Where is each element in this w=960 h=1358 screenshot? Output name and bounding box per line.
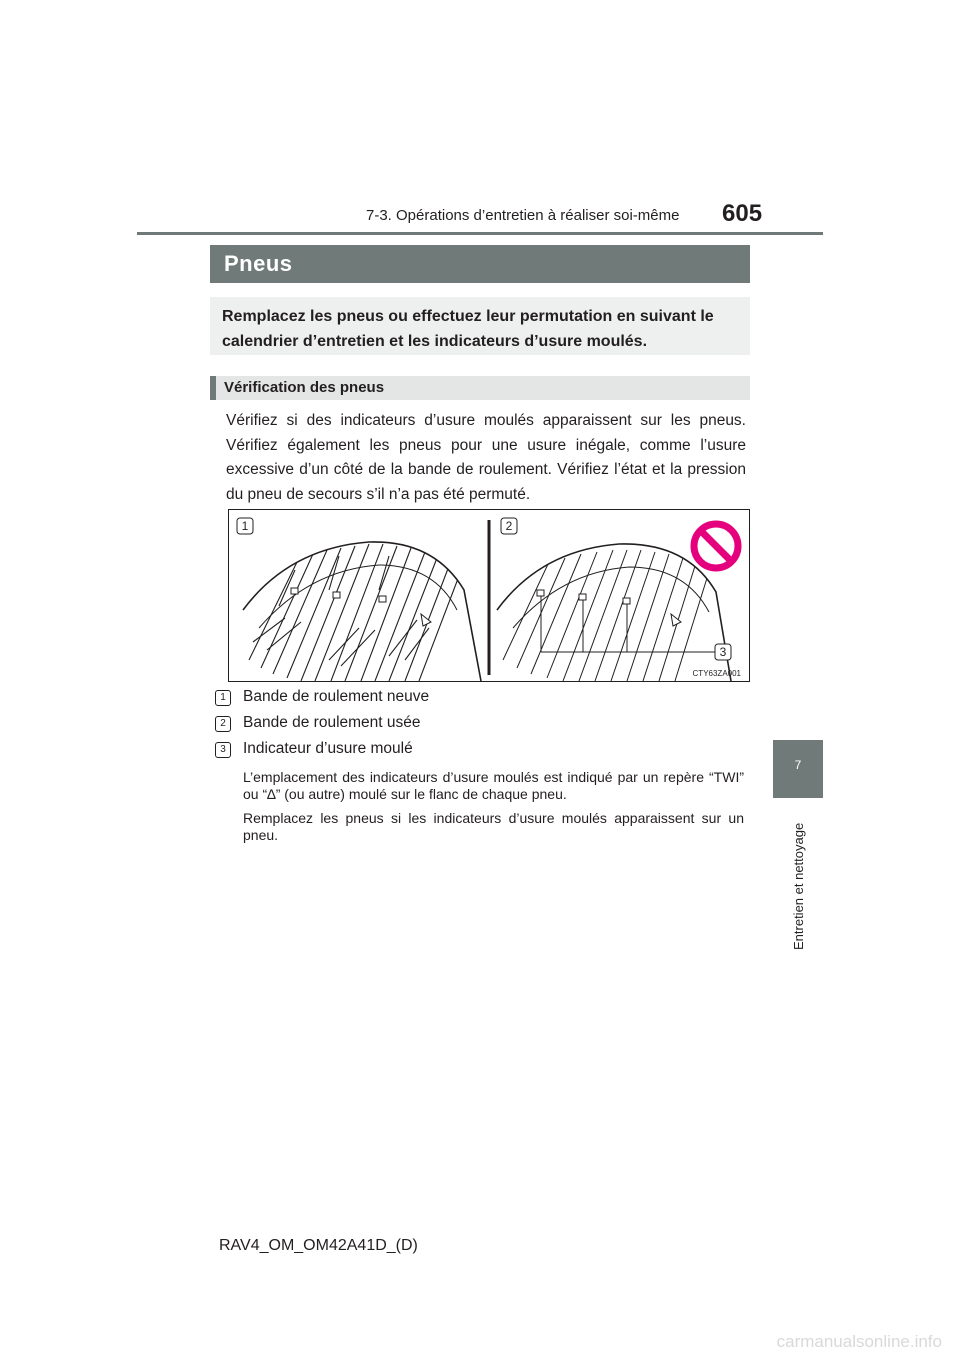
legend-label: Indicateur d’usure moulé <box>243 740 413 757</box>
legend-label: Bande de roulement neuve <box>243 688 430 705</box>
page-number: 605 <box>722 200 763 227</box>
subsection-accent <box>210 376 216 400</box>
body-paragraph: Vérifiez si des indicateurs d’usure moulés apparaissent sur les pneus. Vérifiez également les pneus pour une usure inégale, comme l’usure excessive d’un côté de la bande de roulement. Vérifiez l’état et la pression du pneu de secours s’il n’a pas été permuté. <box>226 412 746 503</box>
legend-item-2 <box>215 714 421 732</box>
tire-illustration <box>229 510 749 681</box>
note-paragraph: Remplacez les pneus si les indicateurs d’usure moulés apparaissent sur un pneu. <box>243 810 744 843</box>
legend-item-3 <box>215 740 413 758</box>
svg-text:3: 3 <box>719 645 727 659</box>
page-title-bar <box>210 245 750 283</box>
callout-2 <box>501 518 517 534</box>
watermark: carmanualsonline.info <box>776 1332 942 1351</box>
svg-text:1: 1 <box>241 519 249 533</box>
subsection-bar <box>210 376 750 400</box>
tire-tread-figure <box>228 509 750 682</box>
svg-text:2: 2 <box>505 519 513 533</box>
page-title: Pneus <box>224 251 293 276</box>
section-header: 7-3. Opérations d’entretien à réaliser soi-même <box>366 207 680 224</box>
callout-1 <box>237 518 253 534</box>
no-entry-icon <box>694 524 738 568</box>
legend-number: 3 <box>215 742 231 758</box>
worn-tread-tire <box>497 544 731 681</box>
intro-box <box>210 297 750 355</box>
chapter-tab <box>773 740 823 798</box>
chapter-label <box>788 808 808 948</box>
manual-code: RAV4_OM_OM42A41D_(D) <box>219 1237 418 1254</box>
intro-text: Remplacez les pneus ou effectuez leur permutation en suivant le calendrier d’entretien et les indicateurs d’usure moulés. <box>222 308 714 350</box>
figure-code: CTY63ZA001 <box>692 669 741 678</box>
chapter-number: 7 <box>794 758 802 772</box>
legend-number: 2 <box>215 716 231 732</box>
new-tread-tire <box>243 542 481 681</box>
subsection-title: Vérification des pneus <box>224 379 385 396</box>
header-divider <box>137 232 823 235</box>
note-paragraph: L’emplacement des indicateurs d’usure moulés est indiqué par un repère “TWI” ou “∆” (ou autre) moulé sur le flanc de chaque pneu. <box>243 769 744 802</box>
chapter-label-text: Entretien et nettoyage <box>791 822 806 950</box>
callout-3 <box>715 644 731 660</box>
legend-label: Bande de roulement usée <box>243 714 421 731</box>
legend-item-1 <box>215 688 429 706</box>
legend-number: 1 <box>215 690 231 706</box>
